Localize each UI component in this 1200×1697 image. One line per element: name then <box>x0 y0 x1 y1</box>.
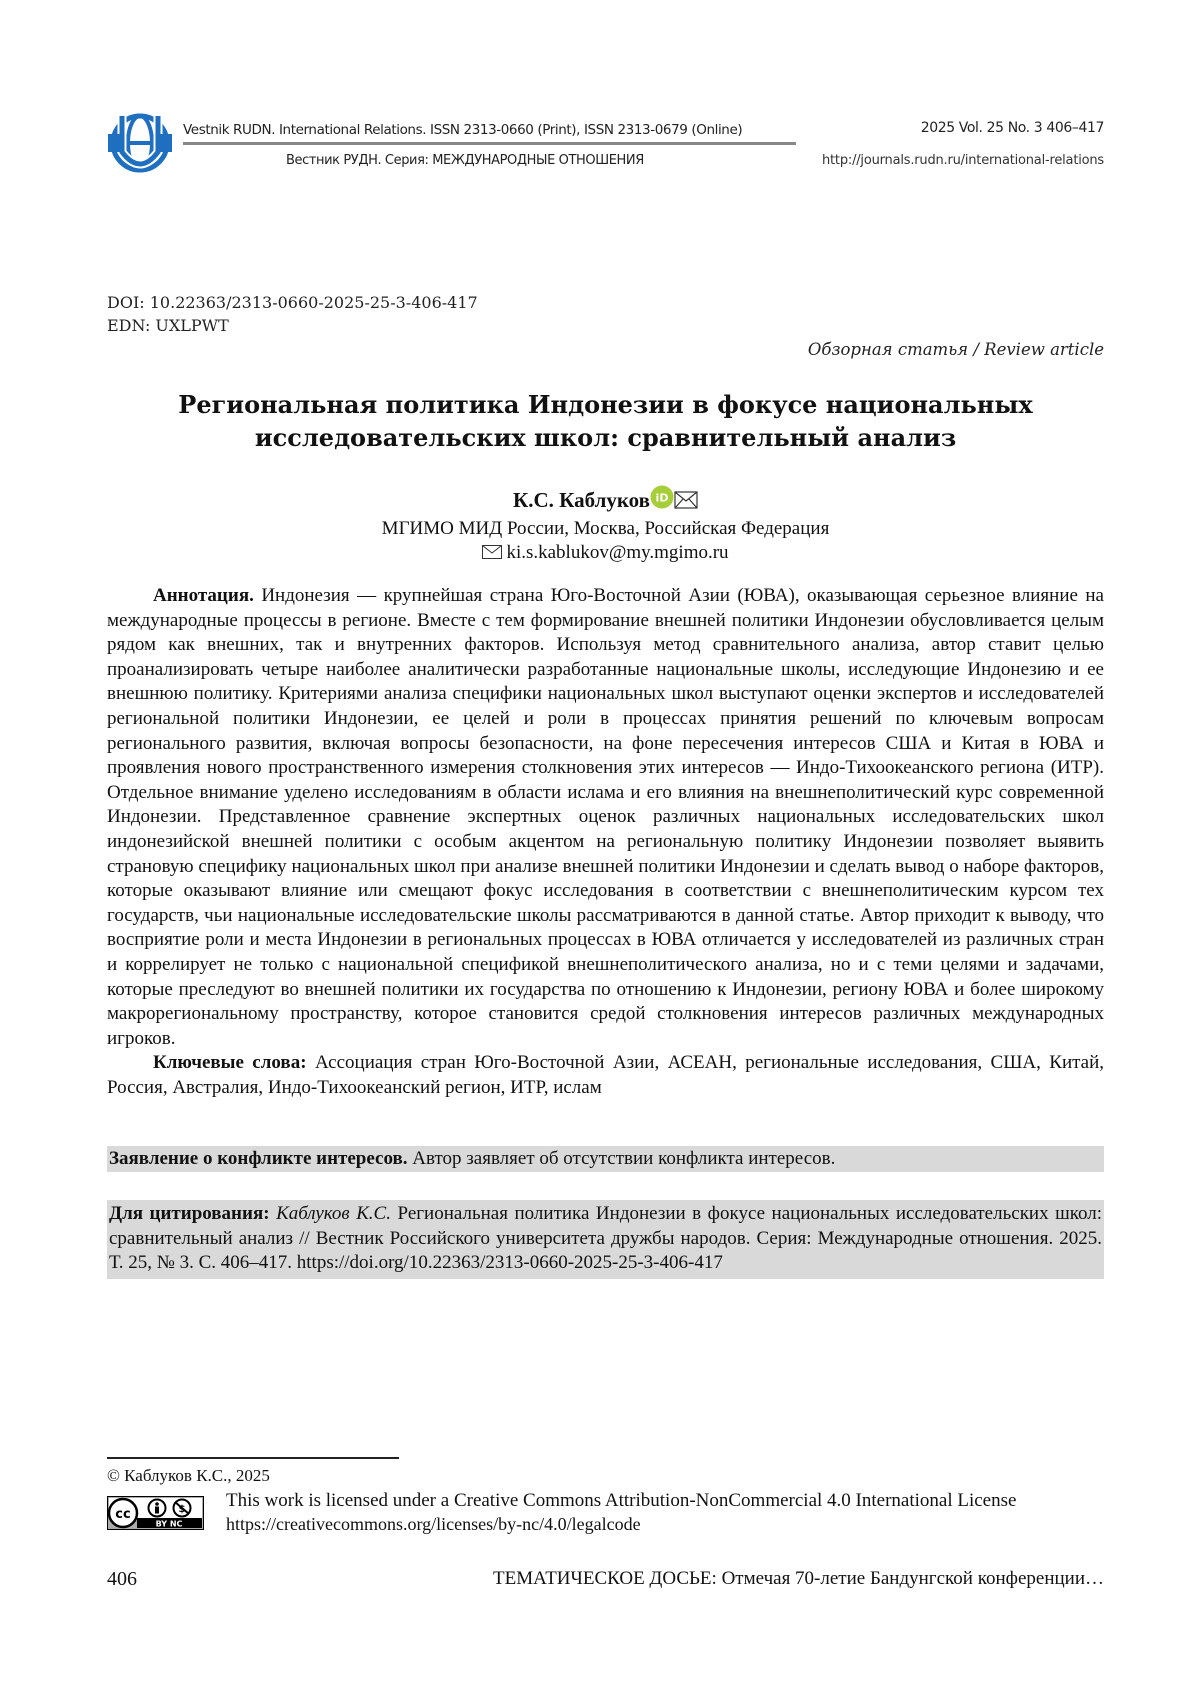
email-line <box>107 542 1104 564</box>
author-email[interactable]: ki.s.kablukov@my.mgimo.ru <box>506 542 728 563</box>
doi: DOI: 10.22363/2313-0660-2025-25-3-406-417 <box>107 293 478 312</box>
title-line-1: Региональная политика Индонезии в фокусе национальных <box>107 388 1104 421</box>
keywords-text: Ассоциация стран Юго-Восточной Азии, АСЕАН, региональные исследования, США, Китай, Россия, Австралия, Индо-Тихоокеанский регион, ИТР, ислам <box>107 1052 1104 1098</box>
footnote-rule <box>107 1457 399 1459</box>
keywords-paragraph <box>107 1051 1104 1100</box>
abstract-text: Индонезия — крупнейшая страна Юго-Восточной Азии (ЮВА), оказывающая серьезное влияние на международные процессы в регионе. Вместе с тем формирование внешней политики Индонезии обусловливается целым рядом как внешних, так и внутренних факторов. Используя метод сравнительного анализа, автор ставит целью проанализировать четыре наиболее аналитически разработанные национальные школы, исследующие Индонезию и ее внешнюю политику. Критериями анализа специфики национальных школ выступают оценки экспертов и исследователей региональной политики Индонезии, ее целей и роли в процессах принятия решений по ключевым вопросам регионального развития, включая вопросы безопасности, на фоне пересечения интересов США и Китая в ЮВА и проявления нового пространственного измерения столкновения этих интересов — Индо-Тихоокеанского региона (ИТР). Отдельное внимание уделено исследованиям в области ислама и его влияния на внешнеполитический курс современной Индонезии. Представленное сравнение экспертных оценок различных национальных исследовательских школ индонезийской внешней политики с особым акцентом на региональную политику Индонезии позволяет выявить страновую специфику национальных школ при анализе внешней политики Индонезии и сделать вывод о наборе факторов, которые оказывают влияние или смещают фокус исследования в соответствии с внешнеполитическим курсом тех государств, чьи национальные исследовательские школы рассматриваются в данной статье. Автор приходит к выводу, что восприятие роли и места Индонезии в региональных процессах в ЮВА отличается у исследователей из различных стран и коррелирует не только с национальной спецификой внешнеполитического анализа, но и с теми целями и задачами, которые преследуют во внешней политики их государства по отношению к Индонезии, региону ЮВА и более широкому макрорегиональному пространству, которое становится средой столкновения интересов различных международных игроков. <box>107 585 1104 1049</box>
citation-author: Каблуков К.С. <box>276 1203 391 1224</box>
citation-text: Региональная политика Индонезии в фокусе национальных исследовательских школ: сравнительный анализ // Вестник Российского университета дружбы народов. Серия: Международные отношения. 2025. Т. 25, № 3. С. 406–417. https://doi.org/10.22363/2313-0660-2025-25-3-406-417 <box>109 1203 1102 1273</box>
abstract-paragraph <box>107 584 1104 1051</box>
edn: EDN: UXLPWT <box>107 316 229 335</box>
orcid-icon[interactable] <box>650 485 674 509</box>
affiliation: МГИМО МИД России, Москва, Российская Федерация <box>107 518 1104 540</box>
citation-box <box>107 1200 1104 1279</box>
envelope-icon[interactable] <box>674 491 698 509</box>
author-line <box>107 485 1104 513</box>
abstract <box>107 584 1104 1100</box>
license-text: This work is licensed under a Creative Commons Attribution-NonCommercial 4.0 International License <box>226 1490 1016 1512</box>
cc-by-nc-badge-icon[interactable] <box>107 1496 204 1530</box>
keywords-label: Ключевые слова: <box>153 1052 307 1073</box>
page-number: 406 <box>107 1568 137 1591</box>
rudn-logo-icon <box>104 112 176 174</box>
article-title <box>107 388 1104 454</box>
conflict-statement <box>107 1146 1104 1172</box>
conflict-label: Заявление о конфликте интересов. <box>109 1148 408 1169</box>
svg-text:iD: iD <box>656 492 669 505</box>
issue-info: 2025 Vol. 25 No. 3 406–417 <box>921 120 1104 136</box>
svg-text:cc: cc <box>115 1507 130 1522</box>
author-name: К.С. Каблуков <box>513 488 650 512</box>
article-type: Обзорная статья / Review article <box>808 340 1104 359</box>
journal-title-ru: Вестник РУДН. Серия: МЕЖДУНАРОДНЫЕ ОТНОШЕНИЯ <box>286 153 644 168</box>
envelope-icon <box>482 545 502 559</box>
journal-title-en: Vestnik RUDN. International Relations. ISSN 2313-0660 (Print), ISSN 2313-0679 (Online) <box>183 122 742 138</box>
abstract-label: Аннотация. <box>153 585 254 606</box>
cc-badge-text: BY NC <box>156 1520 183 1529</box>
title-line-2: исследовательских школ: сравнительный анализ <box>107 421 1104 454</box>
conflict-text: Автор заявляет об отсутствии конфликта интересов. <box>412 1148 835 1169</box>
citation-label: Для цитирования: <box>109 1203 270 1224</box>
header-rule <box>183 142 796 145</box>
copyright: © Каблуков К.С., 2025 <box>107 1466 270 1486</box>
running-head: ТЕМАТИЧЕСКОЕ ДОСЬЕ: Отмечая 70-летие Бандунгской конференции… <box>493 1568 1104 1590</box>
svg-text:$: $ <box>179 1504 186 1515</box>
license-url[interactable]: https://creativecommons.org/licenses/by-nc/4.0/legalcode <box>226 1514 641 1535</box>
journal-url[interactable]: http://journals.rudn.ru/international-relations <box>822 153 1104 168</box>
